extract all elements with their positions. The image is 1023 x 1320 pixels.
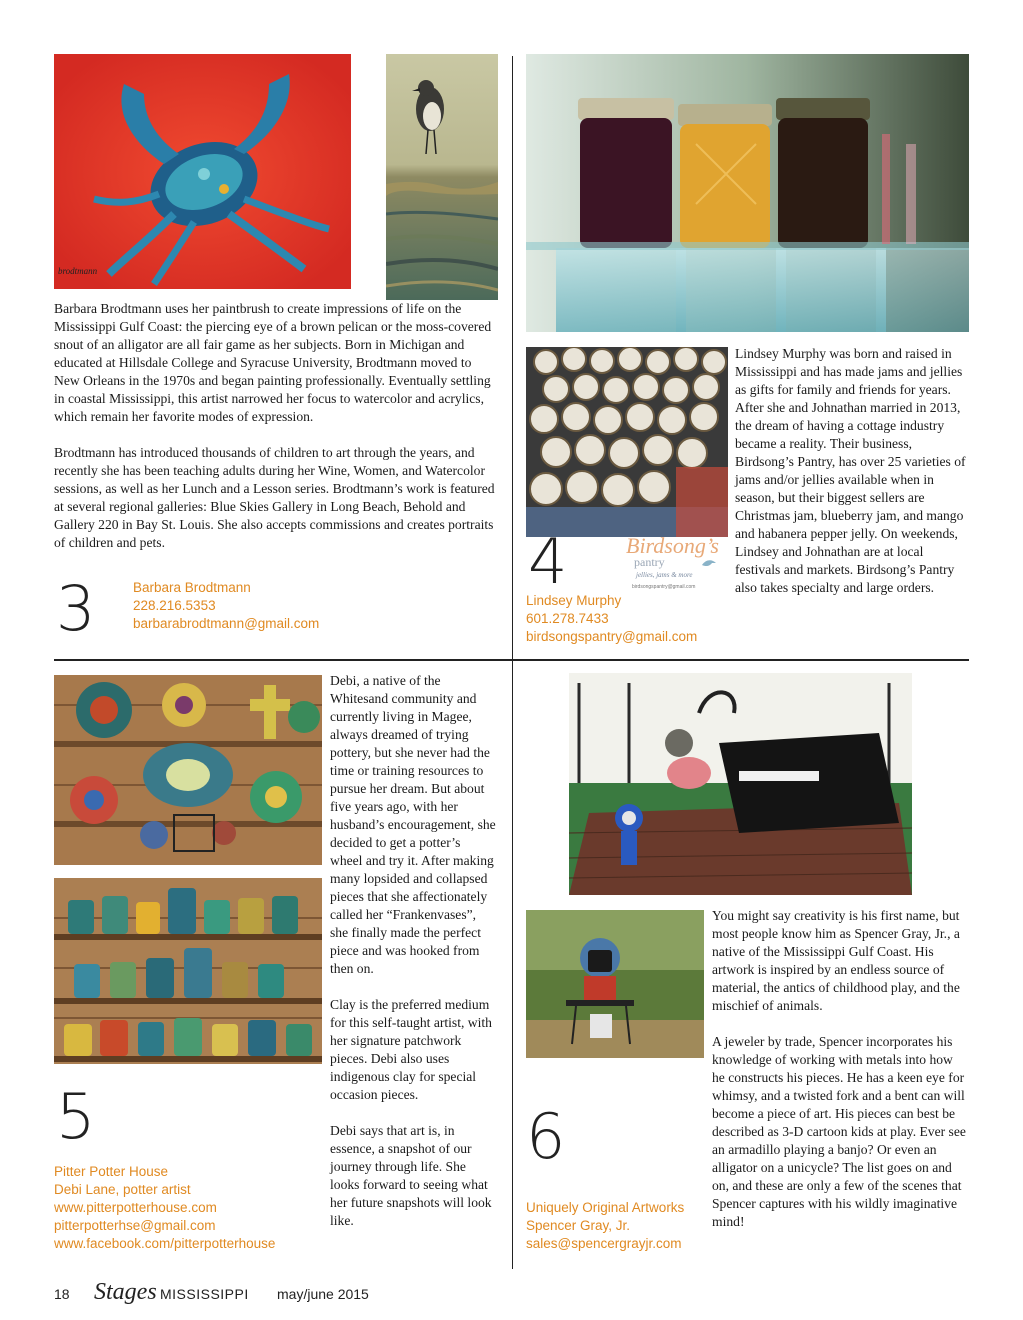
contact-name: Lindsey Murphy [526, 593, 622, 608]
painting-signature: brodtmann [58, 266, 98, 276]
jam-jars-photo [526, 347, 728, 537]
section-4-number: 4 [528, 525, 568, 598]
logo-sub: pantry [634, 555, 665, 569]
robot-sculpture-photo [526, 910, 704, 1058]
pottery-plates-photo [54, 675, 322, 865]
bird-painting [386, 54, 498, 300]
section-6-number: 6 [526, 1100, 566, 1173]
piano-sculpture-photo [569, 673, 912, 895]
section-4-text [735, 345, 969, 597]
issue-date: may/june 2015 [277, 1286, 369, 1302]
logo-email: birdsongspantry@gmail.com [632, 584, 696, 590]
contact-email[interactable]: pitterpotterhse@gmail.com [54, 1218, 216, 1233]
logo-name: Birdsong’s [626, 533, 719, 558]
birdsongs-pantry-logo [620, 531, 728, 597]
section-6-contact [526, 1199, 684, 1253]
contact-name: Spencer Gray, Jr. [526, 1218, 631, 1233]
section-6-paragraph-2: A jeweler by trade, Spencer incorporates his knowledge of working with metals into how he constructs his pieces. He has a keen eye for whimsy, and a twisted fork and a bent can will become a piece of art. His pieces can best be described as 3-D cartoon kids at play. Ever see an armadillo playing a banjo? Or even an alligator on a unicycle? The list goes on and on, and these are only a few of the scenes that Spencer captures with his wildly imaginative mind! [712, 1034, 966, 1229]
section-5-paragraph-3: Debi says that art is, in essence, a snapshot of our journey through life. She looks forward to seeing what her future snapshots will look like. [330, 1123, 492, 1228]
page-number: 18 [54, 1286, 70, 1302]
section-5-text [330, 672, 496, 1230]
contact-phone: 228.216.5353 [133, 598, 216, 613]
contact-email[interactable]: barbarabrodtmann@gmail.com [133, 616, 320, 631]
contact-email[interactable]: birdsongspantry@gmail.com [526, 629, 698, 644]
section-3-number: 3 [56, 572, 96, 645]
contact-facebook[interactable]: www.facebook.com/pitterpotterhouse [54, 1236, 276, 1251]
section-5-number: 5 [56, 1080, 96, 1153]
bird-icon [700, 557, 718, 569]
contact-email[interactable]: sales@spencergrayjr.com [526, 1236, 682, 1251]
section-5-contact [54, 1163, 275, 1253]
contact-website[interactable]: www.pitterpotterhouse.com [54, 1200, 217, 1215]
section-6-text [712, 907, 969, 1231]
contact-phone: 601.278.7433 [526, 611, 609, 626]
magazine-logo-caps: MISSISSIPPI [160, 1286, 249, 1302]
vertical-divider-top [512, 56, 513, 660]
jelly-jars-photo [526, 54, 969, 332]
contact-business: Uniquely Original Artworks [526, 1200, 685, 1215]
magazine-logo-script: Stages [94, 1279, 157, 1305]
section-3-paragraph-1: Barbara Brodtmann uses her paintbrush to create impressions of life on the Mississippi Gulf Coast: the piercing eye of a brown pelican or the moss-covered snout of an alligator are all fair game as her subjects. Born in Michigan and educated at Hillsdale College and Syracuse University, Brodtmann moved to New Orleans in the 1970s and began painting professionally. Eventually settling in coastal Mississippi, this artist narrowed her focus to watercolor and acrylics, which remain her favorite modes of expression. [54, 301, 492, 424]
logo-tagline: jellies, jams & more [636, 571, 693, 579]
contact-name: Debi Lane, potter artist [54, 1182, 191, 1197]
section-6-paragraph-1: You might say creativity is his first name, but most people know him as Spencer Gray, Jr., a native of the Mississippi Gulf Coast. His artwork is inspired by an endless source of material, the antics of childhood play, and the mischief of animals. [712, 908, 960, 1013]
contact-name: Barbara Brodtmann [133, 580, 251, 595]
page-footer [54, 1279, 554, 1309]
section-5-paragraph-2: Clay is the preferred medium for this self-taught artist, with her signature patchwork pieces. Debi also uses indigenous clay for special occasion pieces. [330, 997, 492, 1102]
section-4-contact [526, 592, 697, 646]
section-4-paragraph: Lindsey Murphy was born and raised in Mississippi and has made jams and jellies as gifts for family and friends for years. After she and Johnathan married in 2013, the dream of having a cottage industry became a reality. Their business, Birdsong’s Pantry, has over 25 varieties of jams and/or jellies available when in season, but their biggest sellers are Christmas jam, blueberry jam, and mango and habanera pepper jelly. On weekends, Lindsey and Johnathan are at local festivals and markets. Birdsong’s Pantry also takes specialty and large orders. [735, 346, 966, 595]
section-3-text [54, 300, 496, 552]
pottery-mugs-photo [54, 878, 322, 1064]
section-5-paragraph-1: Debi, a native of the Whitesand community and currently living in Magee, always dreamed of trying pottery, but she never had the time or training resources to pursue her dream. But about five years ago, with her husband’s encouragement, she decided to get a potter’s wheel and try it. After making many lopsided and collapsed pieces that she affectionately called her “Frankenvases”, she finally made the perfect piece and was hooked from then on. [330, 673, 496, 976]
contact-business: Pitter Potter House [54, 1164, 169, 1179]
crab-painting [54, 54, 351, 289]
section-3-paragraph-2: Brodtmann has introduced thousands of children to art through the years, and recently she has been teaching adults during her Wine, Women, and Watercolor sessions, as well as her Lunch and a Lesson series. Brodtmann’s work is featured at several regional galleries: Blue Skies Gallery in Long Beach, Behold and Gallery 220 in Bay St. Louis. She also accepts commissions and creates portraits of children and pets. [54, 445, 495, 550]
section-3-contact [133, 579, 319, 633]
vertical-divider-bottom [512, 661, 513, 1269]
